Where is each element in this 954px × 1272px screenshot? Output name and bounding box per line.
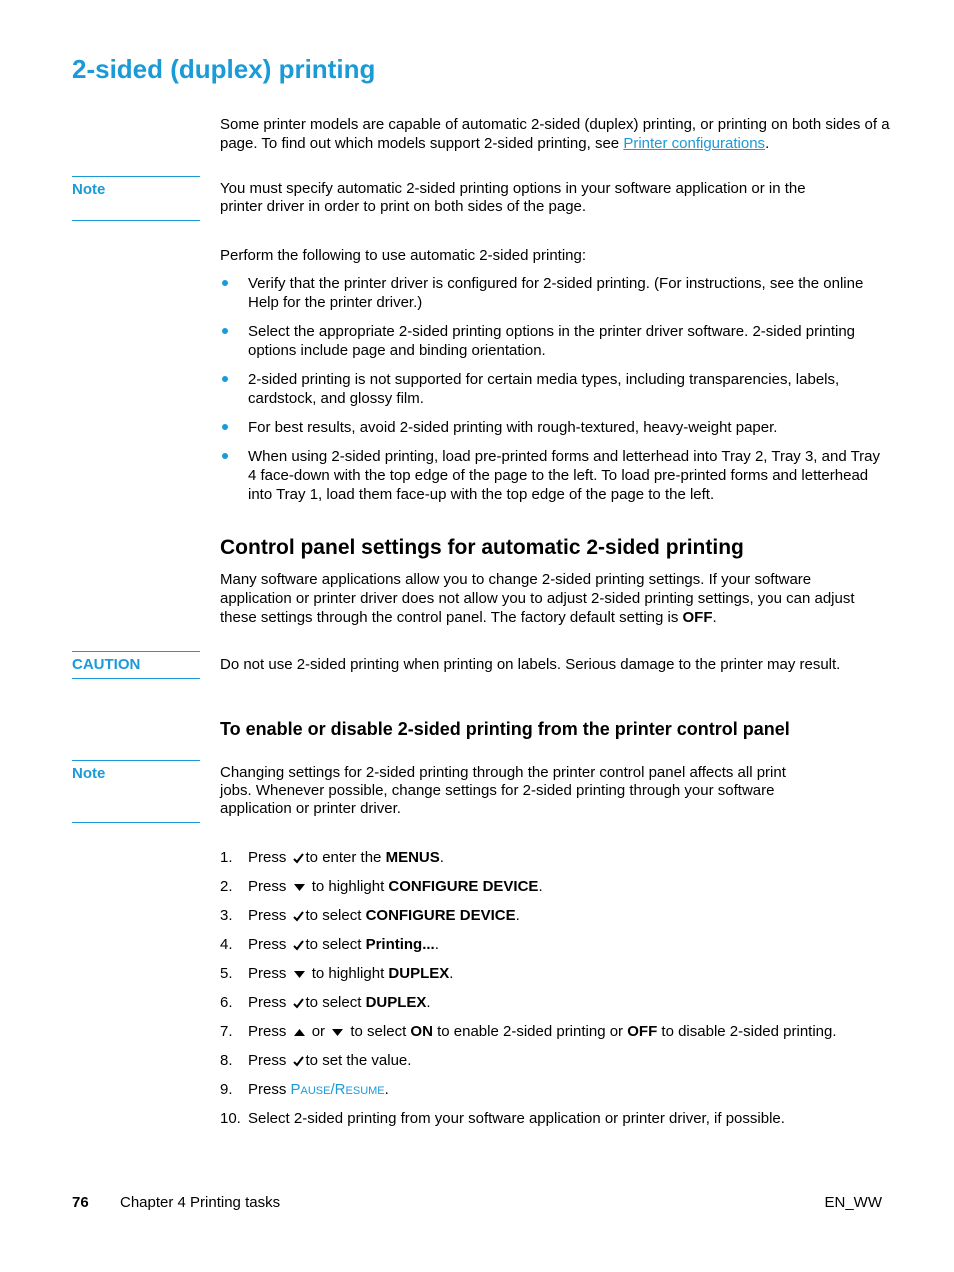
caution-label: CAUTION xyxy=(72,651,200,679)
bullet-icon xyxy=(222,328,228,334)
bullet-icon xyxy=(222,280,228,286)
bullet-icon xyxy=(222,376,228,382)
step-item: 3. Press to select CONFIGURE DEVICE. xyxy=(220,907,520,924)
intro-text: Some printer models are capable of automatic 2-sided (duplex) printing, or printing on both sides of a page. To find out which models support 2-sided printing, see xyxy=(220,116,890,152)
step-item: 8. Press to set the value. xyxy=(220,1052,412,1069)
note-label-1: Note xyxy=(72,176,200,221)
note-text-1: You must specify automatic 2-sided printing options in your software application or in the printer driver in order to print on both sides of the page. xyxy=(220,180,806,215)
checkmark-icon xyxy=(293,998,304,1009)
note-text-2: Changing settings for 2-sided printing through the printer control panel affects all print jobs. Whenever possible, change settings for 2-sided printing through your software application or printer driver. xyxy=(220,764,786,817)
steps-list xyxy=(220,848,900,1138)
section-heading-enable-disable: To enable or disable 2-sided printing from the printer control panel xyxy=(220,719,790,739)
list-item: For best results, avoid 2-sided printing with rough-textured, heavy-weight paper. xyxy=(220,418,885,437)
section-heading-control-panel: Control panel settings for automatic 2-sided printing xyxy=(220,536,744,559)
step-item: 10. Select 2-sided printing from your software application or printer driver, if possible. xyxy=(220,1110,785,1127)
page-title: 2-sided (duplex) printing xyxy=(72,54,376,84)
step-item: 6. Press to select DUPLEX. xyxy=(220,994,431,1011)
footer-chapter: Chapter 4 Printing tasks xyxy=(120,1194,281,1211)
step-item: 5. Press to highlight DUPLEX. xyxy=(220,965,454,982)
checkmark-icon xyxy=(293,911,304,922)
step-item: 4. Press to select Printing.... xyxy=(220,936,439,953)
checkmark-icon xyxy=(293,1056,304,1067)
footer-locale: EN_WW xyxy=(824,1194,882,1211)
step-item: 9. Press PAUSE/RESUME. xyxy=(220,1081,389,1098)
note-label-2: Note xyxy=(72,760,200,823)
intro-paragraph xyxy=(220,115,890,153)
caution-text: Do not use 2-sided printing when printing on labels. Serious damage to the printer may result. xyxy=(220,656,841,673)
step-item: 7. Press or to select ON to enable 2-sided printing or OFF to disable 2-sided printing. xyxy=(220,1023,837,1040)
down-arrow-icon xyxy=(331,1028,344,1037)
checkmark-icon xyxy=(293,940,304,951)
off-value: OFF xyxy=(682,609,713,626)
control-panel-paragraph: Many software applications allow you to change 2-sided printing settings. If your software application or printer driver does not allow you to adjust 2-sided printing settings, you can adjust these settings through the control panel. The factory default setting is OFF. xyxy=(220,571,855,626)
step-item: 1. Press to enter the MENUS. xyxy=(220,849,444,866)
bullet-list xyxy=(220,274,885,514)
list-item: 2-sided printing is not supported for certain media types, including transparencies, labels, cardstock, and glossy film. xyxy=(220,370,885,408)
up-arrow-icon xyxy=(293,1028,306,1037)
list-item: Select the appropriate 2-sided printing options in the printer driver software. 2-sided printing options include page and binding orientation. xyxy=(220,322,885,360)
page-number: 76 xyxy=(72,1194,89,1211)
intro-text-end: . xyxy=(765,135,770,152)
list-item: Verify that the printer driver is configured for 2-sided printing. (For instructions, see the online Help for the printer driver.) xyxy=(220,274,885,312)
printer-configurations-link[interactable]: Printer configurations xyxy=(623,135,766,152)
pause-resume-key: PAUSE/RESUME xyxy=(290,1081,385,1098)
step-item: 2. Press to highlight CONFIGURE DEVICE. xyxy=(220,878,543,895)
list-item: When using 2-sided printing, load pre-printed forms and letterhead into Tray 2, Tray 3, and Tray 4 face-down with the top edge of the page to the left. To load pre-printed forms and letterhead into Tray 1, load them face-up with the top edge of the page to the left. xyxy=(220,447,885,504)
checkmark-icon xyxy=(293,853,304,864)
bullet-icon xyxy=(222,424,228,430)
down-arrow-icon xyxy=(293,970,306,979)
down-arrow-icon xyxy=(293,883,306,892)
perform-paragraph: Perform the following to use automatic 2-sided printing: xyxy=(220,247,587,264)
bullet-icon xyxy=(222,453,228,459)
